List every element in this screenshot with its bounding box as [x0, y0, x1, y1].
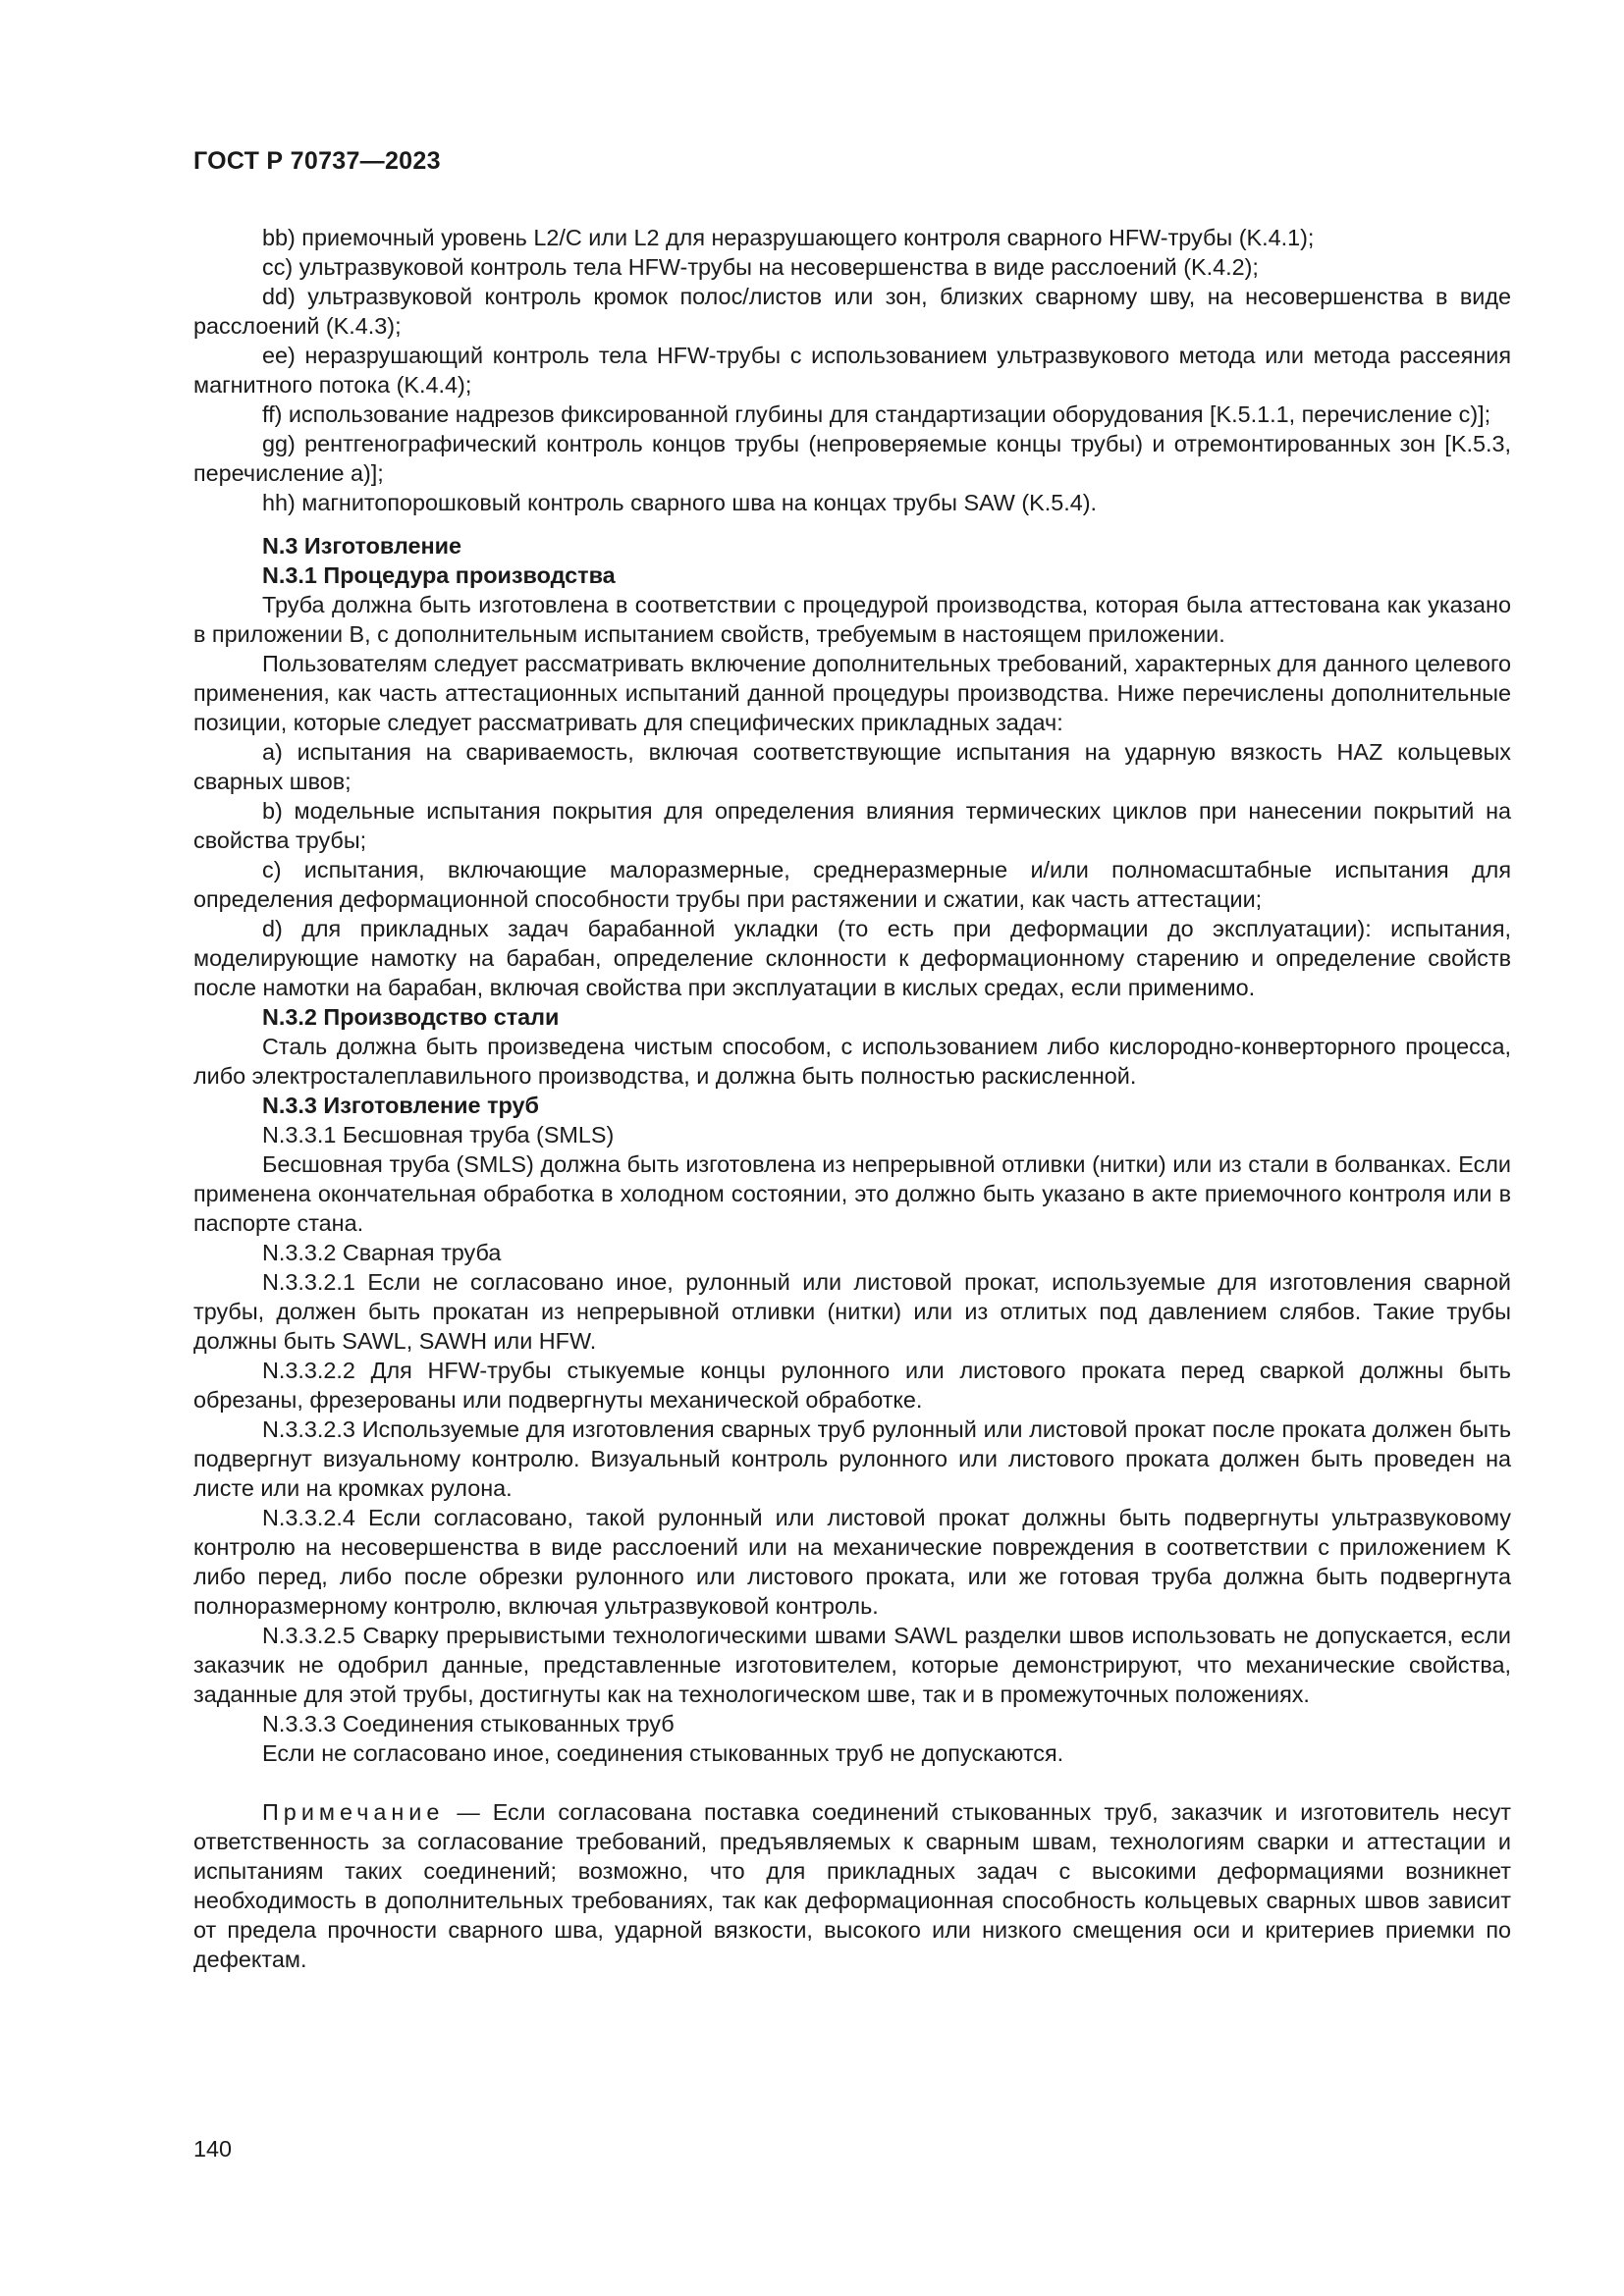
- subsection-heading-n333: N.3.3.3 Соединения стыкованных труб: [262, 1711, 675, 1736]
- paragraph-n3321: N.3.3.2.1 Если не согласовано иное, рулонный или листовой прокат, используемые для изготовления сварной трубы, должен быть прокатан из непрерывной отливки (нитки) или из отлитых под давлением слябов. Такие трубы должны быть SAWL, SAWH или HFW.: [193, 1269, 1511, 1354]
- note-paragraph: [193, 1797, 1511, 1974]
- list-item-ff: ff) использование надрезов фиксированной глубины для стандартизации оборудования [K.5.1.1, перечисление c)];: [262, 401, 1491, 427]
- section-heading-n33: N.3.3 Изготовление труб: [262, 1093, 539, 1118]
- page-number: 140: [193, 2136, 233, 2162]
- paragraph-n3324: N.3.3.2.4 Если согласовано, такой рулонный или листовой прокат должны быть подвергнуты ультразвуковому контролю на несовершенства в виде расслоений или на механические повреждения в соответствии с приложением K либо перед, либо после обрезки рулонного или листового проката, или же готовая труба должна быть подвергнута полноразмерному контролю, включая ультразвуковой контроль.: [193, 1505, 1511, 1619]
- list-item-a: a) испытания на свариваемость, включая соответствующие испытания на ударную вязкость HAZ кольцевых сварных швов;: [193, 739, 1511, 794]
- paragraph-n3323: N.3.3.2.3 Используемые для изготовления сварных труб рулонный или листовой прокат после проката должен быть подвергнут визуальному контролю. Визуальный контроль рулонного или листового проката должен быть проведен на листе или на кромках рулона.: [193, 1416, 1511, 1501]
- list-item-ee: ee) неразрушающий контроль тела HFW-трубы с использованием ультразвукового метода или метода рассеяния магнитного потока (K.4.4);: [193, 343, 1511, 398]
- paragraph-n333: Если не согласовано иное, соединения стыкованных труб не допускаются.: [262, 1740, 1064, 1766]
- document-body: [193, 223, 1511, 1974]
- list-item-b: b) модельные испытания покрытия для определения влияния термических циклов при нанесении покрытий на свойства трубы;: [193, 798, 1511, 853]
- paragraph-n31-1: Труба должна быть изготовлена в соответствии с процедурой производства, которая была аттестована как указано в приложении B, с дополнительным испытанием свойств, требуемым в настоящем приложении.: [193, 592, 1511, 647]
- list-item-c: c) испытания, включающие малоразмерные, среднеразмерные и/или полномасштабные испытания для определения деформационной способности трубы при растяжении и сжатии, как часть аттестации;: [193, 857, 1511, 912]
- note-text: — Если согласована поставка соединений стыкованных труб, заказчик и изготовитель несут ответственность за согласование требований, предъявляемых к сварным швам, технологиям сварки и аттестации и испытаниям таких соединений; возможно, что для прикладных задач с высокими деформациями возникнет необходимость в дополнительных требованиях, так как деформационная способность кольцевых сварных швов зависит от предела прочности сварного шва, ударной вязкости, высокого или низкого смещения оси и критериев приемки по дефектам.: [193, 1799, 1511, 1972]
- list-item-bb: bb) приемочный уровень L2/C или L2 для неразрушающего контроля сварного HFW-трубы (K.4.1);: [262, 225, 1315, 250]
- list-item-d: d) для прикладных задач барабанной укладки (то есть при деформации до эксплуатации): испытания, моделирующие намотку на барабан, определение склонности к деформационному старению и определение свойств после намотки на барабан, включая свойства при эксплуатации в кислых средах, если применимо.: [193, 916, 1511, 1000]
- paragraph-n31-2: Пользователям следует рассматривать включение дополнительных требований, характерных для данного целевого применения, как часть аттестационных испытаний данной процедуры производства. Ниже перечислены дополнительные позиции, которые следует рассматривать для специфических прикладных задач:: [193, 651, 1511, 735]
- document-header: ГОСТ Р 70737—2023: [193, 147, 441, 175]
- section-heading-n3: N.3 Изготовление: [262, 533, 462, 559]
- paragraph-n3325: N.3.3.2.5 Сварку прерывистыми технологическими швами SAWL разделки швов использовать не допускается, если заказчик не одобрил данные, представленные изготовителем, которые демонстрируют, что механические свойства, заданные для этой трубы, достигнуты как на технологическом шве, так и в промежуточных положениях.: [193, 1623, 1511, 1707]
- note-label: Примечание: [262, 1799, 445, 1825]
- section-heading-n31: N.3.1 Процедура производства: [262, 562, 616, 588]
- paragraph-n3322: N.3.3.2.2 Для HFW-трубы стыкуемые концы рулонного или листового проката перед сваркой должны быть обрезаны, фрезерованы или подвергнуты механической обработке.: [193, 1358, 1511, 1413]
- list-item-hh: hh) магнитопорошковый контроль сварного шва на концах трубы SAW (K.5.4).: [262, 490, 1098, 515]
- subsection-heading-n332: N.3.3.2 Сварная труба: [262, 1240, 502, 1265]
- section-heading-n32: N.3.2 Производство стали: [262, 1004, 560, 1030]
- subsection-heading-n331: N.3.3.1 Бесшовная труба (SMLS): [262, 1122, 615, 1148]
- paragraph-n32: Сталь должна быть произведена чистым способом, с использованием либо кислородно-конверторного процесса, либо электросталеплавильного производства, и должна быть полностью раскисленной.: [193, 1034, 1511, 1089]
- list-item-cc: cc) ультразвуковой контроль тела HFW-трубы на несовершенства в виде расслоений (K.4.2);: [262, 254, 1259, 280]
- list-item-gg: gg) рентгенографический контроль концов трубы (непроверяемые концы трубы) и отремонтированных зон [K.5.3, перечисление a)];: [193, 431, 1511, 486]
- list-item-dd: dd) ультразвуковой контроль кромок полос/листов или зон, близких сварному шву, на несовершенства в виде расслоений (K.4.3);: [193, 284, 1511, 339]
- paragraph-n331: Бесшовная труба (SMLS) должна быть изготовлена из непрерывной отливки (нитки) или из стали в болванках. Если применена окончательная обработка в холодном состоянии, это должно быть указано в акте приемочного контроля или в паспорте стана.: [193, 1151, 1511, 1236]
